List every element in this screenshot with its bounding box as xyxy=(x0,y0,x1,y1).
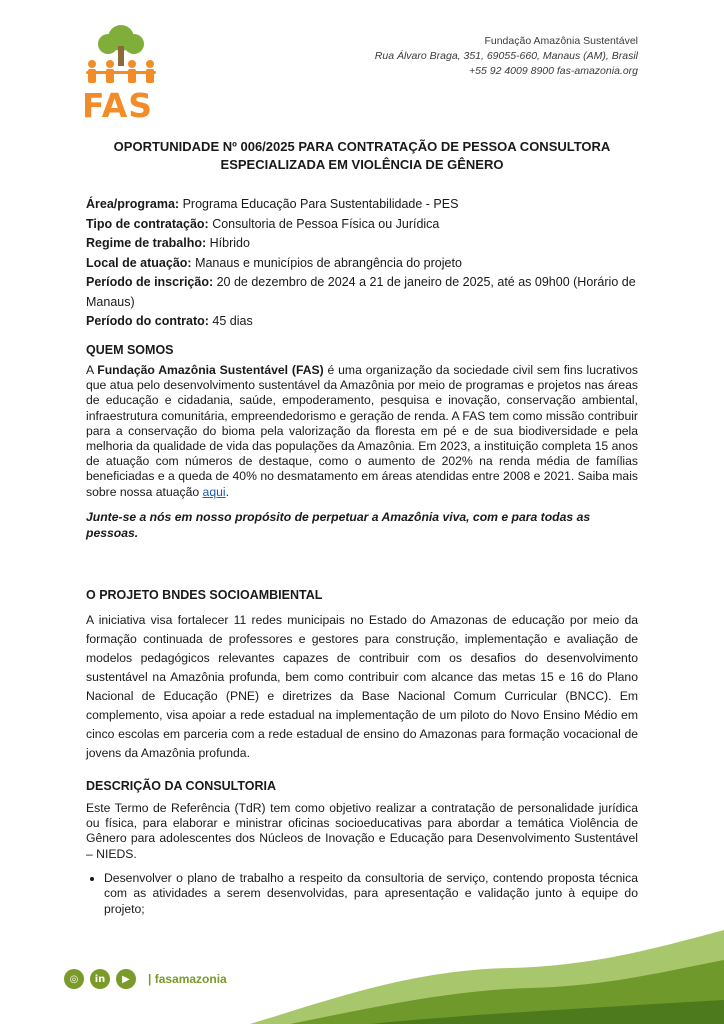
section-projeto xyxy=(86,588,638,763)
youtube-icon[interactable]: ▶ xyxy=(116,969,136,989)
section-quem-somos xyxy=(86,343,638,541)
org-name: Fundação Amazônia Sustentável xyxy=(484,35,638,47)
logo-wordmark: FAS xyxy=(82,86,154,125)
info-row: Período do contrato: 45 dias xyxy=(86,314,253,328)
opportunity-info xyxy=(86,195,638,332)
description-paragraph: Este Termo de Referência (TdR) tem como objetivo realizar a contratação de personalidade jurídica ou física, para elaborar e ministrar oficinas socioeducativas para abordar a temática Violência de Gênero para adolescentes dos Núcleos de Inovação e Educação para Desenvolvimento Sustentável – NIEDS. xyxy=(86,801,638,861)
social-footer xyxy=(64,969,227,989)
social-handle: | fasamazonia xyxy=(148,972,227,986)
about-link[interactable]: aqui xyxy=(202,484,226,499)
info-row: Período de inscrição: 20 de dezembro de 2024 a 21 de janeiro de 2025, até as 09h00 (Horário de Manaus) xyxy=(86,275,636,309)
task-list xyxy=(86,871,638,918)
footer-hills-decoration xyxy=(250,930,724,1024)
section-descricao xyxy=(86,779,638,917)
instagram-icon[interactable]: ◎ xyxy=(64,969,84,989)
org-contact: +55 92 4009 8900 fas-amazonia.org xyxy=(469,65,638,77)
info-row: Local de atuação: Manaus e municípios de abrangência do projeto xyxy=(86,255,462,270)
info-row: Área/programa: Programa Educação Para Sustentabilidade - PES xyxy=(86,197,459,211)
section-heading: QUEM SOMOS xyxy=(86,343,174,357)
project-paragraph: A iniciativa visa fortalecer 11 redes municipais no Estado do Amazonas de educação por meio da formação continuada de professores e gestores para construção, implementação e avaliação de modelos pedagógicos relevantes capazes de contribuir com os desafios do desenvolvimento sustentável na Amazônia profunda, bem como contribuir com alcance das metas 15 e 16 do Plano Nacional de Educação (PNE) e diretrizes da Base Nacional Comum Curricular (BNCC). Em complemento, visa apoiar a rede estadual na implementação de um piloto do Novo Ensino Médio em cinco escolas em parceria com a rede estadual de ensino do Amazonas para formação vocacional de jovens da Amazônia profunda. xyxy=(86,613,638,760)
list-item: • Desenvolver o plano de trabalho a respeito da consultoria de serviço, contendo proposta técnica com as atividades a serem desenvolvidas, para apresentação e validação junto à equipe do projeto; xyxy=(104,871,638,918)
section-heading: DESCRIÇÃO DA CONSULTORIA xyxy=(86,779,277,793)
about-paragraph: A Fundação Amazônia Sustentável (FAS) é uma organização da sociedade civil sem fins lucrativos que atua pelo desenvolvimento sustentável da Amazônia por meio de programas e projetos nas áreas de educação e cidadania, saúde, empoderamento, pesquisa e inovação, conservação ambiental, infraestrutura comunitária, empreendedorismo e geração de renda. A FAS tem como missão contribuir para a conservação do bioma pela valorização da floresta em pé e de sua biodiversidade e pela melhoria da qualidade de vida das populações da Amazônia. Em 2023, a instituição completa 15 anos de atuação com números de destaque, como o aumento de 202% na renda média de famílias beneficiadas e a queda de 40% no desmatamento em áreas atendidas entre 2008 e 2021. Saiba mais sobre nossa atuação aqui. xyxy=(86,363,638,499)
org-address: Rua Álvaro Braga, 351, 69055-660, Manaus (AM), Brasil xyxy=(374,50,638,62)
section-heading: O PROJETO BNDES SOCIOAMBIENTAL xyxy=(86,588,323,602)
linkedin-icon[interactable]: in xyxy=(90,969,110,989)
org-contact-block xyxy=(375,34,638,79)
info-row: Tipo de contratação: Consultoria de Pessoa Física ou Jurídica xyxy=(86,216,440,231)
info-row: Regime de trabalho: Híbrido xyxy=(86,236,250,250)
document-title: OPORTUNIDADE Nº 006/2025 PARA CONTRATAÇÃO DE PESSOA CONSULTORA ESPECIALIZADA EM VIOLÊNCIA DE GÊNERO xyxy=(113,139,611,172)
tagline: Junte-se a nós em nosso propósito de perpetuar a Amazônia viva, com e para todas as pessoas. xyxy=(86,509,591,540)
